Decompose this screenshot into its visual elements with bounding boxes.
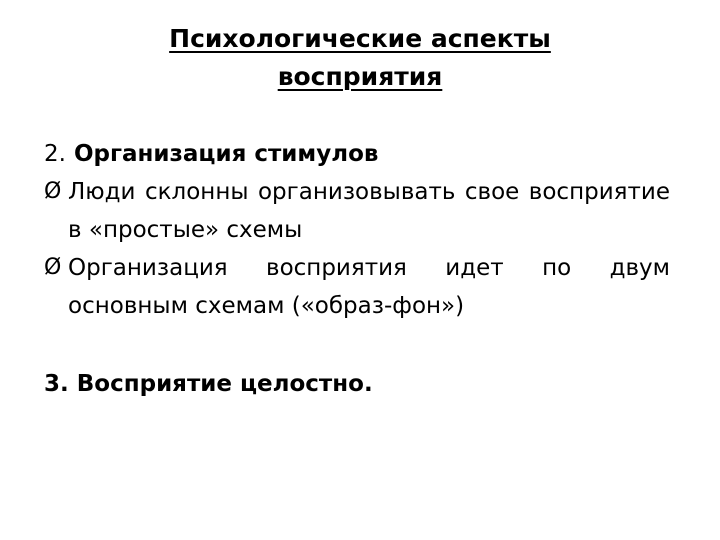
title-line-1: Психологические аспекты [169, 24, 551, 53]
slide-content [44, 135, 670, 403]
bullet-text: Организация восприятия идет по двум основным схемам («образ-фон») [68, 255, 670, 319]
slide-title [60, 20, 660, 96]
arrow-bullet-icon: Ø [44, 255, 62, 280]
section-2-number: 2. [44, 141, 66, 167]
section-3-heading: 3. Восприятие целостно. [44, 371, 373, 397]
section-2-heading [44, 135, 670, 173]
spacer [44, 325, 670, 365]
title-line-2: восприятия [277, 62, 443, 91]
bullet-item [44, 249, 670, 325]
arrow-bullet-icon: Ø [44, 179, 62, 204]
bullet-item [44, 173, 670, 249]
bullet-text: Люди склонны организовывать свое восприятие в «простые» схемы [68, 179, 670, 243]
section-2-label: Организация стимулов [65, 141, 379, 167]
